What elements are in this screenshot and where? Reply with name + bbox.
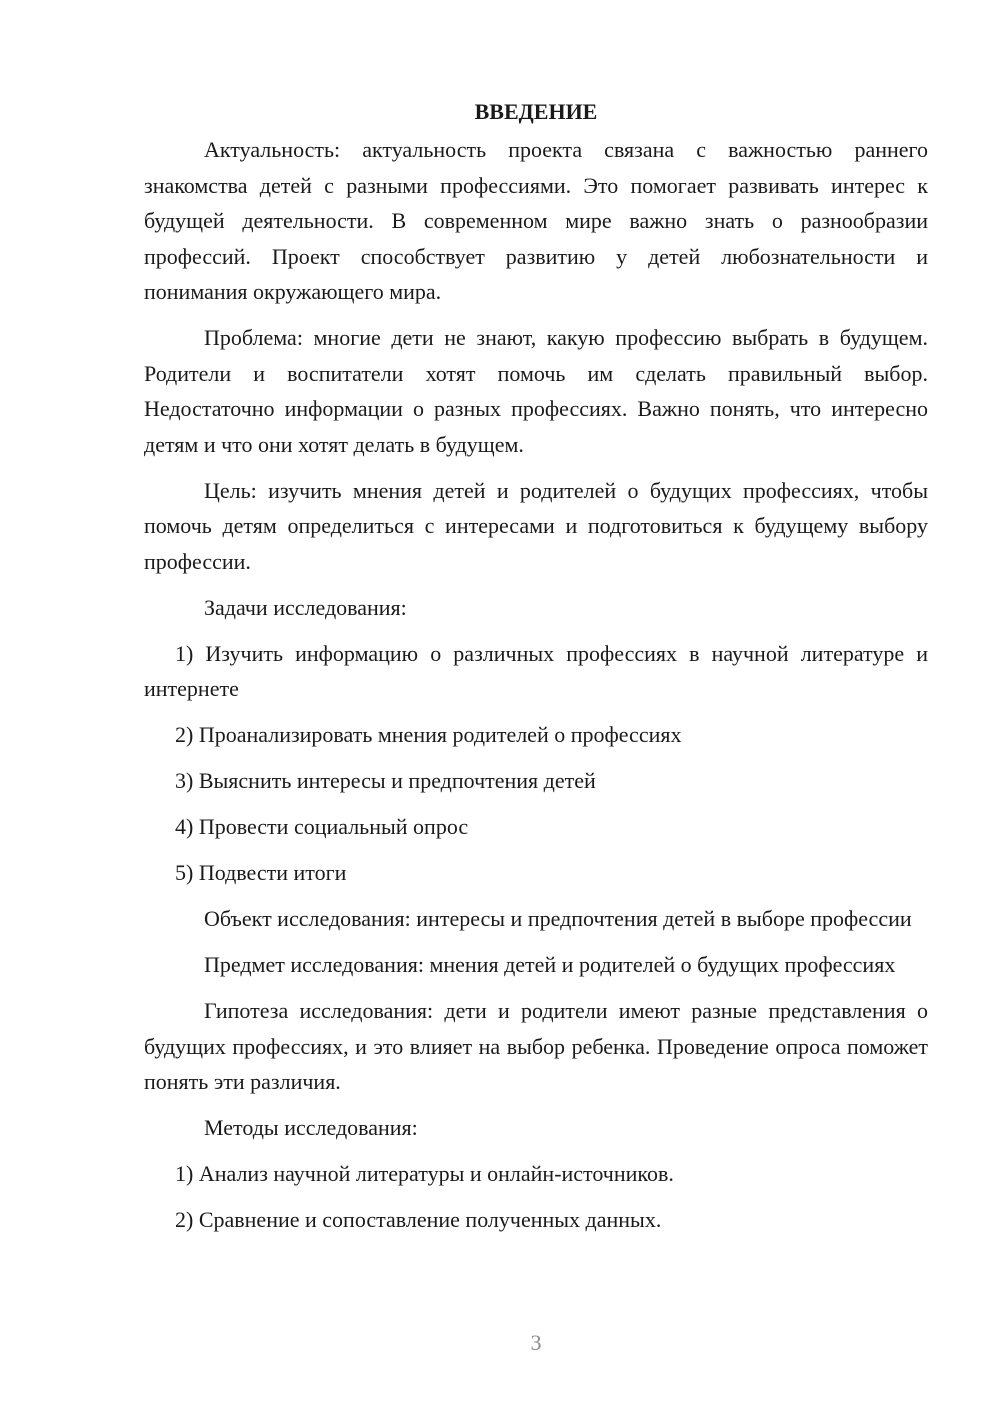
relevance-paragraph: Актуальность: актуальность проекта связана с важностью раннего знакомства детей с разными профессиями. Это помогает развивать интерес к будущей деятельности. В современном мире важно знать о разнообразии профессий. Проект способствует развитию у детей любознательности и понимания окружающего мира.: [144, 137, 928, 304]
task-item-2: 2) Проанализировать мнения родителей о профессиях: [175, 722, 682, 747]
task-item-1: 1) Изучить информацию о различных профессиях в научной литературе и интернете: [144, 640, 928, 701]
hypothesis-paragraph: Гипотеза исследования: дети и родители имеют разные представления о будущих профессиях, и это влияет на выбор ребенка. Проведение опроса поможет понять эти различия.: [144, 998, 928, 1094]
goal-paragraph: Цель: изучить мнения детей и родителей о будущих профессиях, чтобы помочь детям определиться с интересами и подготовиться к будущему выбору профессии.: [144, 477, 928, 574]
task-item-5: 5) Подвести итоги: [175, 860, 347, 885]
methods-heading: Методы исследования:: [204, 1115, 418, 1140]
object-paragraph: Объект исследования: интересы и предпочтения детей в выборе профессии: [204, 906, 912, 931]
method-item-2: 2) Сравнение и сопоставление полученных данных.: [175, 1207, 662, 1232]
section-title: ВВЕДЕНИЕ: [474, 99, 598, 124]
subject-paragraph: Предмет исследования: мнения детей и родителей о будущих профессиях: [204, 952, 896, 977]
task-item-4: 4) Провести социальный опрос: [175, 814, 469, 839]
tasks-heading: Задачи исследования:: [204, 594, 407, 620]
problem-paragraph: Проблема: многие дети не знают, какую профессию выбрать в будущем. Родители и воспитатели хотят помочь им сделать правильный выбор. Недостаточно информации о разных профессиях. Важно понять, что интересно детям и что они хотят делать в будущем.: [144, 325, 928, 457]
page-number: 3: [530, 1330, 542, 1355]
method-item-1: 1) Анализ научной литературы и онлайн-источников.: [175, 1161, 674, 1186]
task-item-3: 3) Выяснить интересы и предпочтения детей: [175, 768, 596, 793]
document-page: [144, 94, 928, 1248]
